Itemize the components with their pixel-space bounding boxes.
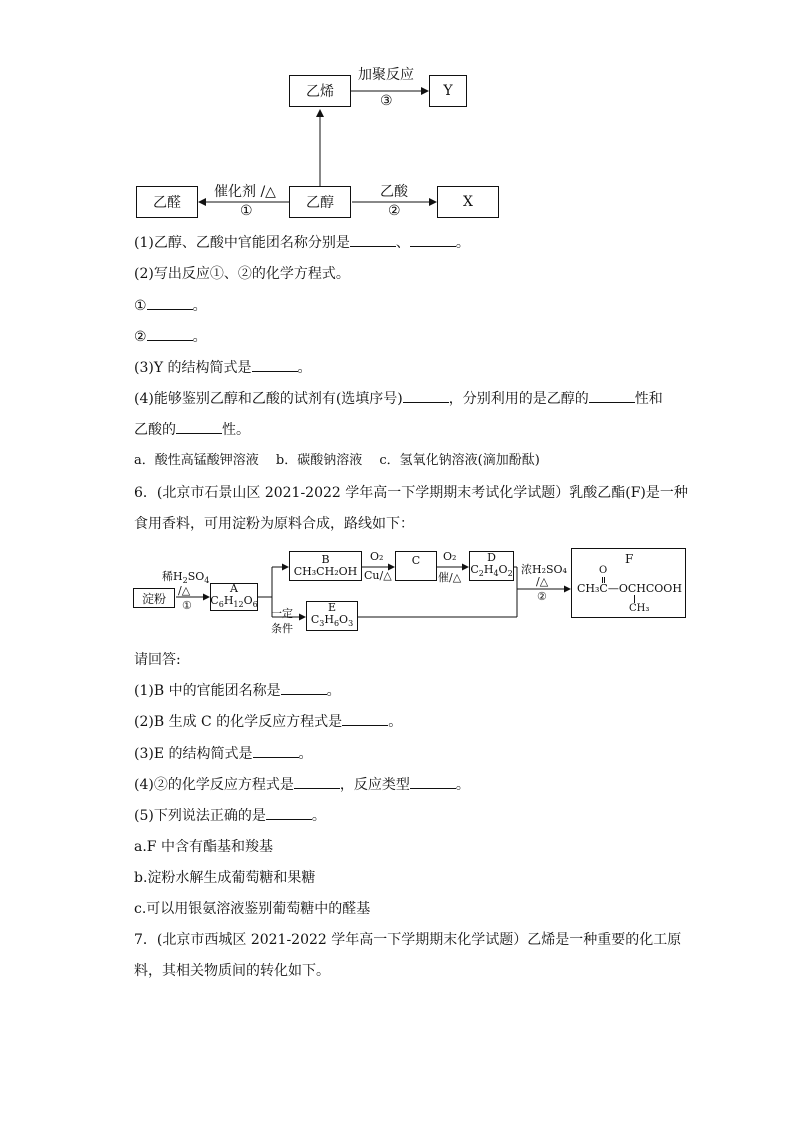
q6-opt-a: a.F 中含有酯基和羧基: [134, 839, 273, 855]
q5-line6: (4)能够鉴别乙醇和乙酸的试剂有(选填序号) ，分别利用的是乙醇的 性和: [134, 391, 663, 407]
d-formula: $C_2H_4O_2$: [470, 562, 513, 579]
q6-l4: (4)②的化学反应方程式是 ，反应类型 。: [134, 777, 470, 793]
blank: [252, 359, 298, 372]
a-formula: $C_6H_{12}O_6$: [210, 593, 258, 610]
label-o2-1: O₂: [370, 550, 384, 563]
q6-ask: 请回答:: [134, 652, 181, 668]
blank: [281, 682, 327, 695]
blank: [147, 297, 193, 310]
blank: [410, 776, 456, 789]
q5-line5: (3)Y 的结构简式是 。: [134, 360, 312, 376]
q5-line3: ① 。: [134, 298, 207, 314]
label-heat2: /△: [536, 575, 549, 588]
label-conc-h2so4: 浓H₂SO₄: [521, 563, 567, 576]
q6-opt-c: c.可以用银氨溶液鉴别葡萄糖中的醛基: [134, 901, 371, 917]
label-cat-heat: 催/△: [438, 571, 462, 584]
box-ethylene: 乙烯: [289, 75, 351, 107]
box-ethanol: 乙醇: [289, 186, 351, 218]
q6-l5: (5)下列说法正确的是 。: [134, 808, 326, 824]
q5-options: a．酸性高锰酸钾溶液 b．碳酸钠溶液 c．氢氧化钠溶液(滴加酚酞): [134, 453, 540, 468]
label-dil-h2so4: 稀$H_2SO_4$: [162, 570, 210, 586]
q6-l1: (1)B 中的官能团名称是 。: [134, 683, 341, 699]
blank: [253, 745, 299, 758]
label-cond1: 一定: [271, 607, 293, 620]
label-num2: ②: [388, 203, 401, 219]
f-branch: [634, 595, 635, 603]
box-c: C: [395, 551, 437, 581]
q6-opt-b: b.淀粉水解生成葡萄糖和果糖: [134, 870, 316, 886]
label-acetic-acid: 乙酸: [380, 184, 408, 200]
blank: [294, 776, 340, 789]
label-cond2: 条件: [271, 622, 293, 635]
label-num1: ①: [240, 203, 253, 219]
box-b: B CH₃CH₂OH: [289, 551, 362, 581]
label-num1-flow: ①: [182, 599, 192, 612]
label-num3: ③: [380, 93, 393, 109]
blank: [410, 234, 456, 247]
q5-line2: (2)写出反应①、②的化学方程式。: [134, 266, 350, 282]
q7-header1: 7．(北京市西城区 2021-2022 学年高一下学期期末化学试题）乙烯是一种重要的化工原: [134, 932, 682, 948]
q7-header2: 料，其相关物质间的转化如下。: [134, 963, 330, 979]
blank: [589, 390, 635, 403]
e-formula: $C_3H_6O_3$: [310, 612, 354, 629]
blank: [176, 421, 222, 434]
q6-header2: 食用香料，可用淀粉为原料合成，路线如下：: [134, 516, 414, 532]
box-a: A $C_6H_{12}O_6$: [210, 581, 258, 610]
f-oxygen: O: [599, 565, 608, 576]
label-polymerization: 加聚反应: [358, 67, 414, 83]
blank: [342, 713, 388, 726]
box-f: [571, 548, 686, 618]
q5-line7: 乙酸的 性。: [134, 422, 250, 438]
q6-l3: (3)E 的结构简式是 。: [134, 746, 313, 762]
box-x: X: [437, 186, 499, 218]
blank: [350, 234, 396, 247]
q6-header1: 6．(北京市石景山区 2021-2022 学年高一下学期期末考试化学试题）乳酸乙酯(F)是一种: [134, 485, 688, 501]
box-e: E $C_3H_6O_3$: [306, 601, 358, 631]
blank: [266, 807, 312, 820]
blank: [403, 390, 449, 403]
label-catalyst: 催化剂 /△: [214, 184, 276, 200]
blank: [147, 328, 193, 341]
q5-line4: ② 。: [134, 329, 207, 345]
q5-line1: (1)乙醇、乙酸中官能团名称分别是 、 。: [134, 235, 470, 251]
label-num2-flow: ②: [537, 590, 547, 603]
f-label: F: [625, 552, 634, 566]
box-starch: 淀粉: [133, 588, 175, 608]
label-cu-heat: Cu/△: [364, 569, 392, 582]
q6-l2: (2)B 生成 C 的化学反应方程式是 。: [134, 714, 403, 730]
f-ch3: CH₃: [629, 603, 650, 614]
box-d: D $C_2H_4O_2$: [469, 551, 514, 581]
label-heat1: /△: [178, 584, 191, 597]
f-formula: CH₃C—OCHCOOH: [577, 582, 682, 595]
box-y: Y: [429, 75, 467, 107]
label-o2-2: O₂: [443, 550, 457, 563]
box-acetaldehyde: 乙醛: [136, 186, 198, 218]
